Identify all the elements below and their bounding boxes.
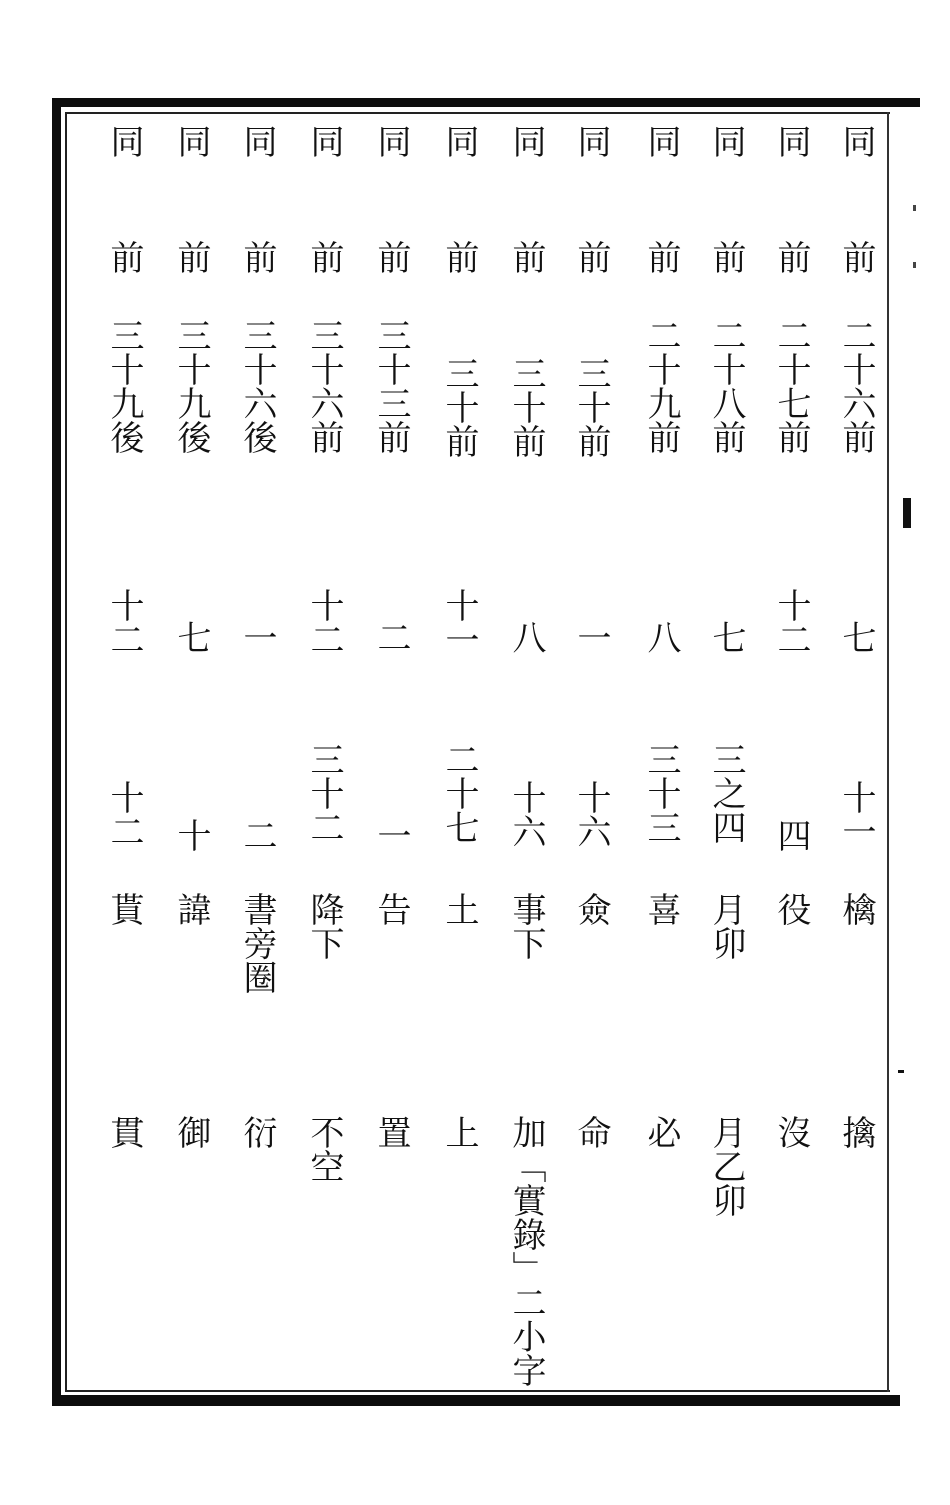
- corrected-text: 不空: [304, 1115, 344, 1183]
- prev-label: 前: [836, 240, 876, 274]
- prev-label: 前: [171, 240, 211, 274]
- errata-row: [83, 0, 143, 1505]
- prev-label: 前: [104, 240, 144, 274]
- corrected-text: 置: [371, 1115, 411, 1149]
- prev-label: 前: [771, 240, 811, 274]
- errata-row: [418, 0, 478, 1505]
- same-label: 同: [706, 124, 746, 158]
- frame-inner-left: [65, 112, 67, 1392]
- original-text: 役: [771, 892, 811, 926]
- char-position: 二十七: [439, 742, 479, 844]
- leaf-number: 三十六前: [304, 318, 344, 454]
- page-edge-mark: [903, 498, 911, 528]
- corrected-text: 月乙卯: [706, 1115, 746, 1217]
- char-position: 十六: [571, 780, 611, 848]
- corrected-text: 御: [171, 1115, 211, 1149]
- char-position: 三十二: [304, 742, 344, 844]
- corrected-text: 擒: [836, 1115, 876, 1149]
- leaf-number: 二十七前: [771, 318, 811, 454]
- leaf-number: 三十前: [439, 356, 479, 458]
- line-number: 十二: [771, 588, 811, 656]
- char-position: 十: [171, 818, 211, 852]
- same-label: 同: [171, 124, 211, 158]
- errata-row: [750, 0, 810, 1505]
- char-position: 十一: [836, 780, 876, 848]
- leaf-number: 三十前: [506, 356, 546, 458]
- char-position: 三之四: [706, 742, 746, 844]
- errata-row: [150, 0, 210, 1505]
- line-number: 七: [171, 620, 211, 654]
- errata-row: [216, 0, 276, 1505]
- same-label: 同: [104, 124, 144, 158]
- original-text: 事下: [506, 892, 546, 960]
- line-number: 十一: [439, 588, 479, 656]
- line-number: 八: [641, 620, 681, 654]
- leaf-number: 三十九後: [171, 318, 211, 454]
- original-text: 土: [439, 892, 479, 926]
- original-text: 諱: [171, 892, 211, 926]
- corrected-text: 必: [641, 1115, 681, 1149]
- original-text: 檎: [836, 892, 876, 926]
- errata-row: [550, 0, 610, 1505]
- corrected-text: 衍: [237, 1115, 277, 1149]
- corrected-text: 加「實錄」二小字: [506, 1115, 546, 1387]
- errata-row: [350, 0, 410, 1505]
- original-text: 喜: [641, 892, 681, 926]
- errata-row: [283, 0, 343, 1505]
- leaf-number: 三十九後: [104, 318, 144, 454]
- prev-label: 前: [237, 240, 277, 274]
- line-number: 一: [571, 620, 611, 654]
- frame-border-right: [887, 112, 889, 1392]
- line-number: 十二: [104, 588, 144, 656]
- original-text: 貰: [104, 892, 144, 926]
- line-number: 一: [237, 620, 277, 654]
- char-position: 十二: [104, 780, 144, 848]
- prev-label: 前: [304, 240, 344, 274]
- page-edge-dot: [913, 262, 916, 268]
- page-edge-tick: [898, 1070, 904, 1073]
- char-position: 一: [371, 818, 411, 852]
- leaf-number: 三十三前: [371, 318, 411, 454]
- prev-label: 前: [641, 240, 681, 274]
- original-text: 降下: [304, 892, 344, 960]
- frame-border-left: [52, 98, 61, 1406]
- char-position: 十六: [506, 780, 546, 848]
- char-position: 四: [771, 818, 811, 852]
- char-position: 二: [237, 818, 277, 852]
- same-label: 同: [771, 124, 811, 158]
- line-number: 八: [506, 620, 546, 654]
- same-label: 同: [571, 124, 611, 158]
- original-text: 月卯: [706, 892, 746, 960]
- same-label: 同: [836, 124, 876, 158]
- original-text: 告: [371, 892, 411, 926]
- original-text: 書旁圈: [237, 892, 277, 994]
- leaf-number: 二十八前: [706, 318, 746, 454]
- same-label: 同: [237, 124, 277, 158]
- leaf-number: 三十前: [571, 356, 611, 458]
- line-number: 十二: [304, 588, 344, 656]
- same-label: 同: [304, 124, 344, 158]
- corrected-text: 沒: [771, 1115, 811, 1149]
- original-text: 僉: [571, 892, 611, 926]
- prev-label: 前: [371, 240, 411, 274]
- line-number: 七: [836, 620, 876, 654]
- corrected-text: 貫: [104, 1115, 144, 1149]
- prev-label: 前: [506, 240, 546, 274]
- errata-row: [620, 0, 680, 1505]
- page-edge-dot: [913, 205, 916, 211]
- errata-row: [685, 0, 745, 1505]
- corrected-text: 上: [439, 1115, 479, 1149]
- corrected-text: 命: [571, 1115, 611, 1149]
- prev-label: 前: [439, 240, 479, 274]
- same-label: 同: [641, 124, 681, 158]
- leaf-number: 三十六後: [237, 318, 277, 454]
- leaf-number: 二十九前: [641, 318, 681, 454]
- line-number: 七: [706, 620, 746, 654]
- errata-row: [815, 0, 875, 1505]
- prev-label: 前: [571, 240, 611, 274]
- char-position: 三十三: [641, 742, 681, 844]
- leaf-number: 二十六前: [836, 318, 876, 454]
- same-label: 同: [371, 124, 411, 158]
- prev-label: 前: [706, 240, 746, 274]
- errata-row: [485, 0, 545, 1505]
- line-number: 二: [371, 620, 411, 654]
- same-label: 同: [506, 124, 546, 158]
- same-label: 同: [439, 124, 479, 158]
